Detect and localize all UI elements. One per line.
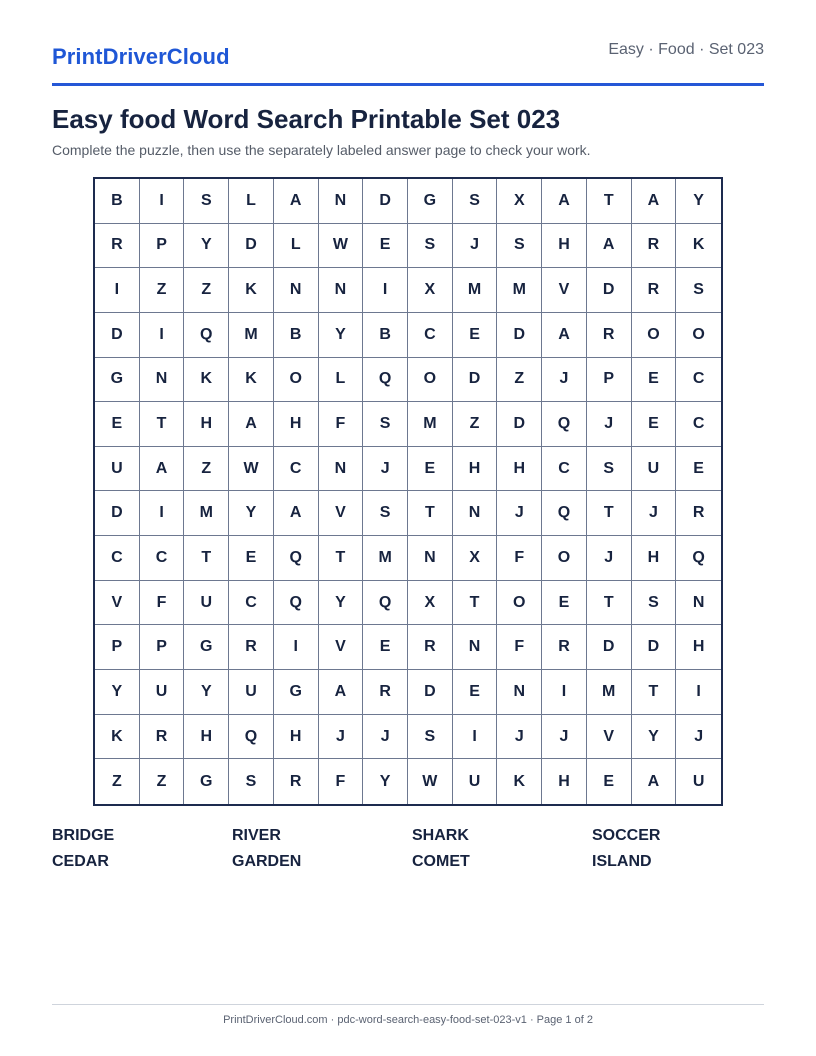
grid-cell: H bbox=[184, 402, 229, 447]
grid-cell: A bbox=[542, 179, 587, 224]
grid-cell: N bbox=[453, 491, 498, 536]
page-title: Easy food Word Search Printable Set 023 bbox=[52, 104, 561, 134]
grid-cell: Z bbox=[184, 447, 229, 492]
grid-cell: J bbox=[587, 402, 632, 447]
grid-cell: A bbox=[140, 447, 185, 492]
page-subtitle: Complete the puzzle, then use the separately labeled answer page to check your work. bbox=[52, 142, 591, 158]
grid-cell: G bbox=[95, 358, 140, 403]
grid-cell: M bbox=[184, 491, 229, 536]
grid-cell: U bbox=[184, 581, 229, 626]
grid-cell: N bbox=[319, 179, 364, 224]
grid-cell: L bbox=[319, 358, 364, 403]
grid-cell: H bbox=[184, 715, 229, 760]
grid-cell: Q bbox=[274, 581, 319, 626]
grid-cell: E bbox=[453, 313, 498, 358]
grid-cell: J bbox=[363, 447, 408, 492]
grid-cell: Q bbox=[274, 536, 319, 581]
grid-cell: K bbox=[95, 715, 140, 760]
page-header bbox=[52, 0, 764, 86]
grid-cell: E bbox=[95, 402, 140, 447]
grid-cell: Z bbox=[95, 759, 140, 804]
grid-cell: I bbox=[676, 670, 721, 715]
grid-cell: E bbox=[587, 759, 632, 804]
grid-cell: T bbox=[408, 491, 453, 536]
word-list-item: CEDAR bbox=[52, 853, 109, 870]
grid-cell: V bbox=[319, 491, 364, 536]
grid-cell: R bbox=[140, 715, 185, 760]
grid-cell: G bbox=[184, 625, 229, 670]
word-list-item: ISLAND bbox=[592, 853, 652, 870]
grid-cell: H bbox=[497, 447, 542, 492]
grid-cell: E bbox=[453, 670, 498, 715]
grid-cell: Y bbox=[319, 313, 364, 358]
grid-cell: M bbox=[408, 402, 453, 447]
grid-cell: X bbox=[497, 179, 542, 224]
grid-cell: S bbox=[184, 179, 229, 224]
grid-cell: U bbox=[453, 759, 498, 804]
grid-cell: Z bbox=[497, 358, 542, 403]
grid-cell: T bbox=[184, 536, 229, 581]
grid-cell: R bbox=[632, 268, 677, 313]
grid-cell: D bbox=[497, 402, 542, 447]
grid-cell: C bbox=[408, 313, 453, 358]
grid-cell: O bbox=[632, 313, 677, 358]
grid-cell: R bbox=[229, 625, 274, 670]
grid-cell: R bbox=[587, 313, 632, 358]
grid-cell: D bbox=[632, 625, 677, 670]
grid-cell: Q bbox=[542, 491, 587, 536]
grid-cell: E bbox=[363, 625, 408, 670]
grid-cell: Y bbox=[632, 715, 677, 760]
grid-cell: Z bbox=[184, 268, 229, 313]
word-list bbox=[52, 826, 764, 878]
grid-cell: M bbox=[497, 268, 542, 313]
grid-cell: V bbox=[587, 715, 632, 760]
grid-cell: I bbox=[542, 670, 587, 715]
grid-cell: H bbox=[453, 447, 498, 492]
grid-cell: Z bbox=[140, 759, 185, 804]
grid-cell: C bbox=[676, 358, 721, 403]
word-search-grid bbox=[93, 177, 723, 806]
grid-cell: B bbox=[95, 179, 140, 224]
grid-cell: K bbox=[229, 358, 274, 403]
grid-cell: V bbox=[95, 581, 140, 626]
grid-cell: W bbox=[319, 224, 364, 269]
grid-cell: T bbox=[587, 179, 632, 224]
grid-cell: A bbox=[319, 670, 364, 715]
grid-cell: I bbox=[363, 268, 408, 313]
grid-cell: U bbox=[692, 772, 705, 790]
grid-cell: N bbox=[319, 447, 364, 492]
grid-cell: S bbox=[632, 581, 677, 626]
brand-logo: PrintDriverCloud bbox=[52, 44, 230, 69]
grid-cell: R bbox=[632, 224, 677, 269]
grid-cell: Z bbox=[453, 402, 498, 447]
grid-cell: H bbox=[542, 224, 587, 269]
grid-cell: P bbox=[140, 625, 185, 670]
grid-cell: Y bbox=[184, 670, 229, 715]
grid-cell: K bbox=[676, 224, 721, 269]
word-list-item: RIVER bbox=[232, 827, 281, 844]
grid-cell: B bbox=[274, 313, 319, 358]
grid-cell: G bbox=[184, 759, 229, 804]
grid-cell: D bbox=[497, 313, 542, 358]
grid-cell: M bbox=[453, 268, 498, 313]
grid-cell: M bbox=[363, 536, 408, 581]
grid-cell: N bbox=[497, 670, 542, 715]
grid-cell: Y bbox=[319, 581, 364, 626]
grid-cell: R bbox=[542, 625, 587, 670]
grid-cell: U bbox=[632, 447, 677, 492]
grid-cell: S bbox=[587, 447, 632, 492]
grid-cell: F bbox=[319, 759, 364, 804]
grid-cell: L bbox=[229, 179, 274, 224]
word-list-item: SHARK bbox=[412, 827, 469, 844]
grid-cell: E bbox=[363, 224, 408, 269]
grid-cell: O bbox=[497, 581, 542, 626]
grid-cell: F bbox=[319, 402, 364, 447]
grid-cell: W bbox=[408, 759, 453, 804]
grid-cell: R bbox=[676, 491, 721, 536]
breadcrumb: Easy · Food · Set 023 bbox=[608, 41, 764, 58]
grid-cell: Q bbox=[184, 313, 229, 358]
grid-cell: H bbox=[274, 402, 319, 447]
grid-cell: N bbox=[676, 581, 721, 626]
grid-cell: A bbox=[274, 491, 319, 536]
grid-cell: J bbox=[363, 715, 408, 760]
grid-cell: S bbox=[229, 759, 274, 804]
grid-cell: N bbox=[140, 358, 185, 403]
page-footer: PrintDriverCloud.com · pdc-word-search-easy-food-set-023-v1 · Page 1 of 2 bbox=[223, 1014, 593, 1026]
grid-cell: C bbox=[140, 536, 185, 581]
grid-cell: P bbox=[95, 625, 140, 670]
grid-cell: M bbox=[229, 313, 274, 358]
grid-cell: N bbox=[453, 625, 498, 670]
grid-cell: S bbox=[676, 268, 721, 313]
grid-cell: S bbox=[453, 179, 498, 224]
grid-cell: V bbox=[542, 268, 587, 313]
grid-cell: P bbox=[587, 358, 632, 403]
grid-cell: A bbox=[632, 759, 677, 804]
grid-cell: C bbox=[229, 581, 274, 626]
grid-cell: A bbox=[229, 402, 274, 447]
grid-cell: E bbox=[676, 447, 721, 492]
grid-cell: U bbox=[229, 670, 274, 715]
grid-cell: C bbox=[95, 536, 140, 581]
grid-cell: H bbox=[542, 759, 587, 804]
grid-cell: F bbox=[140, 581, 185, 626]
grid-cell: X bbox=[408, 268, 453, 313]
grid-cell: D bbox=[587, 268, 632, 313]
grid-cell: A bbox=[542, 313, 587, 358]
grid-cell: T bbox=[632, 670, 677, 715]
grid-cell: F bbox=[497, 625, 542, 670]
grid-cell: V bbox=[319, 625, 364, 670]
grid-cell: J bbox=[453, 224, 498, 269]
grid-cell: A bbox=[587, 224, 632, 269]
grid-cell: Q bbox=[229, 715, 274, 760]
grid-cell: Q bbox=[363, 358, 408, 403]
word-list-item: GARDEN bbox=[232, 853, 302, 870]
grid-cell: Y bbox=[184, 224, 229, 269]
footer-divider bbox=[52, 1004, 764, 1005]
grid-cell: O bbox=[542, 536, 587, 581]
grid-cell: Y bbox=[676, 179, 721, 224]
grid-cell: D bbox=[453, 358, 498, 403]
grid-cell: J bbox=[632, 491, 677, 536]
grid-cell: A bbox=[274, 179, 319, 224]
grid-cell: I bbox=[140, 313, 185, 358]
grid-cell: U bbox=[95, 447, 140, 492]
grid-cell: S bbox=[363, 491, 408, 536]
grid-cell: D bbox=[587, 625, 632, 670]
grid-cell: K bbox=[184, 358, 229, 403]
grid-cell: L bbox=[274, 224, 319, 269]
grid-cell: X bbox=[453, 536, 498, 581]
grid-cell: D bbox=[363, 179, 408, 224]
word-list-item: COMET bbox=[412, 853, 470, 870]
grid-cell: Z bbox=[140, 268, 185, 313]
grid-cell: R bbox=[95, 224, 140, 269]
grid-cell: C bbox=[274, 447, 319, 492]
grid-cell: E bbox=[632, 358, 677, 403]
grid-cell: I bbox=[140, 491, 185, 536]
grid-cell: O bbox=[676, 313, 721, 358]
grid-cell: Q bbox=[363, 581, 408, 626]
grid-cell: I bbox=[140, 179, 185, 224]
grid-cell: R bbox=[408, 625, 453, 670]
grid-cell: N bbox=[319, 268, 364, 313]
grid-cell: I bbox=[95, 268, 140, 313]
grid-cell: E bbox=[632, 402, 677, 447]
word-list-item: SOCCER bbox=[592, 827, 661, 844]
grid-cell: Q bbox=[542, 402, 587, 447]
grid-cell: J bbox=[319, 715, 364, 760]
grid-cell: Q bbox=[676, 536, 721, 581]
grid-cell: J bbox=[497, 491, 542, 536]
grid-cell: Y bbox=[363, 759, 408, 804]
grid-cell: O bbox=[274, 358, 319, 403]
grid-cell: W bbox=[229, 447, 274, 492]
grid-cell: N bbox=[274, 268, 319, 313]
grid-cell: P bbox=[140, 224, 185, 269]
grid-cell: T bbox=[140, 402, 185, 447]
word-list-item: BRIDGE bbox=[52, 827, 115, 844]
grid-cell: D bbox=[229, 224, 274, 269]
grid-cell: J bbox=[587, 536, 632, 581]
grid-cell: D bbox=[95, 313, 140, 358]
grid-cell: J bbox=[676, 715, 721, 760]
grid-cell: T bbox=[587, 491, 632, 536]
grid-cell: H bbox=[632, 536, 677, 581]
grid-cell: S bbox=[363, 402, 408, 447]
grid-cell: G bbox=[408, 179, 453, 224]
grid-cell: C bbox=[542, 447, 587, 492]
grid-cell: I bbox=[453, 715, 498, 760]
grid-cell: H bbox=[676, 625, 721, 670]
grid-cell: X bbox=[408, 581, 453, 626]
grid-cell: E bbox=[229, 536, 274, 581]
grid-cell: I bbox=[274, 625, 319, 670]
grid-cell: S bbox=[408, 715, 453, 760]
grid-cell: T bbox=[453, 581, 498, 626]
grid-cell: F bbox=[497, 536, 542, 581]
grid-cell: J bbox=[497, 715, 542, 760]
grid-cell: R bbox=[363, 670, 408, 715]
grid-cell: D bbox=[408, 670, 453, 715]
grid-cell: N bbox=[408, 536, 453, 581]
grid-cell: B bbox=[363, 313, 408, 358]
grid-cell: T bbox=[587, 581, 632, 626]
grid-cell: U bbox=[140, 670, 185, 715]
grid-cell: S bbox=[408, 224, 453, 269]
grid-cell: D bbox=[95, 491, 140, 536]
grid-cell: J bbox=[542, 358, 587, 403]
grid-cell: C bbox=[676, 402, 721, 447]
grid-cell: E bbox=[542, 581, 587, 626]
grid-cell: O bbox=[408, 358, 453, 403]
grid-cell: T bbox=[319, 536, 364, 581]
grid-cell: Y bbox=[95, 670, 140, 715]
grid-cell: E bbox=[408, 447, 453, 492]
grid-cell: Y bbox=[229, 491, 274, 536]
grid-cell: K bbox=[497, 759, 542, 804]
grid-cell: A bbox=[632, 179, 677, 224]
grid-cell: R bbox=[274, 759, 319, 804]
grid-cell: M bbox=[587, 670, 632, 715]
grid-cell: G bbox=[274, 670, 319, 715]
grid-cell: J bbox=[542, 715, 587, 760]
grid-cell: H bbox=[274, 715, 319, 760]
grid-cell: S bbox=[497, 224, 542, 269]
grid-cell: K bbox=[229, 268, 274, 313]
